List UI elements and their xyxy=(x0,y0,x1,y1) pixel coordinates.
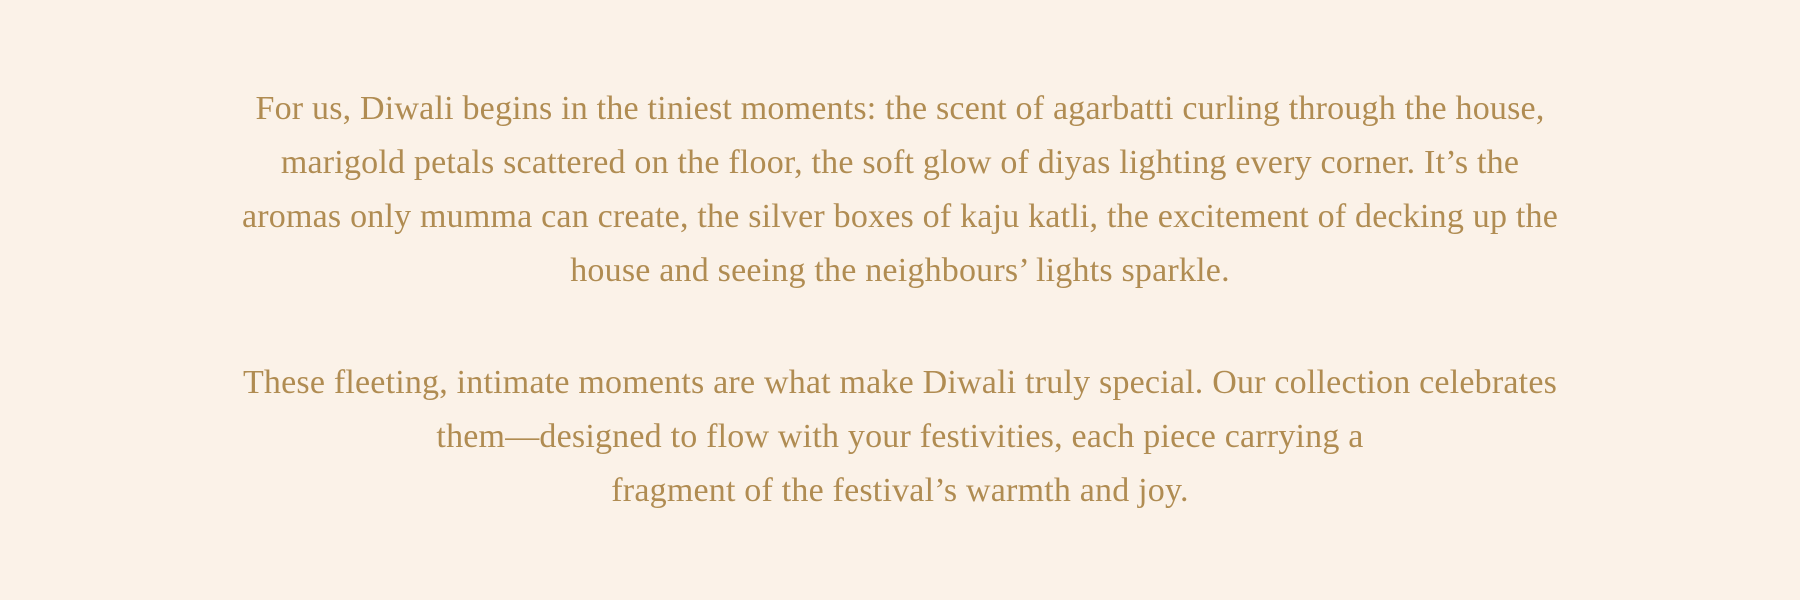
story-line: house and seeing the neighbours’ lights sparkle. xyxy=(570,252,1230,289)
story-line: These fleeting, intimate moments are what make Diwali truly special. Our collection celebrates xyxy=(242,364,1558,401)
story-paragraph-1 xyxy=(242,82,1558,298)
story-line: For us, Diwali begins in the tiniest moments: the scent of agarbatti curling through the house, xyxy=(255,90,1545,127)
story-line: fragment of the festival’s warmth and joy. xyxy=(611,472,1189,509)
story-line: them—designed to flow with your festivities, each piece carrying a xyxy=(436,418,1364,455)
story-line: marigold petals scattered on the floor, the soft glow of diyas lighting every corner. It’s the xyxy=(280,144,1520,181)
story-line: aromas only mumma can create, the silver boxes of kaju katli, the excitement of decking up the xyxy=(241,198,1559,235)
story-paragraph-2 xyxy=(243,356,1557,518)
